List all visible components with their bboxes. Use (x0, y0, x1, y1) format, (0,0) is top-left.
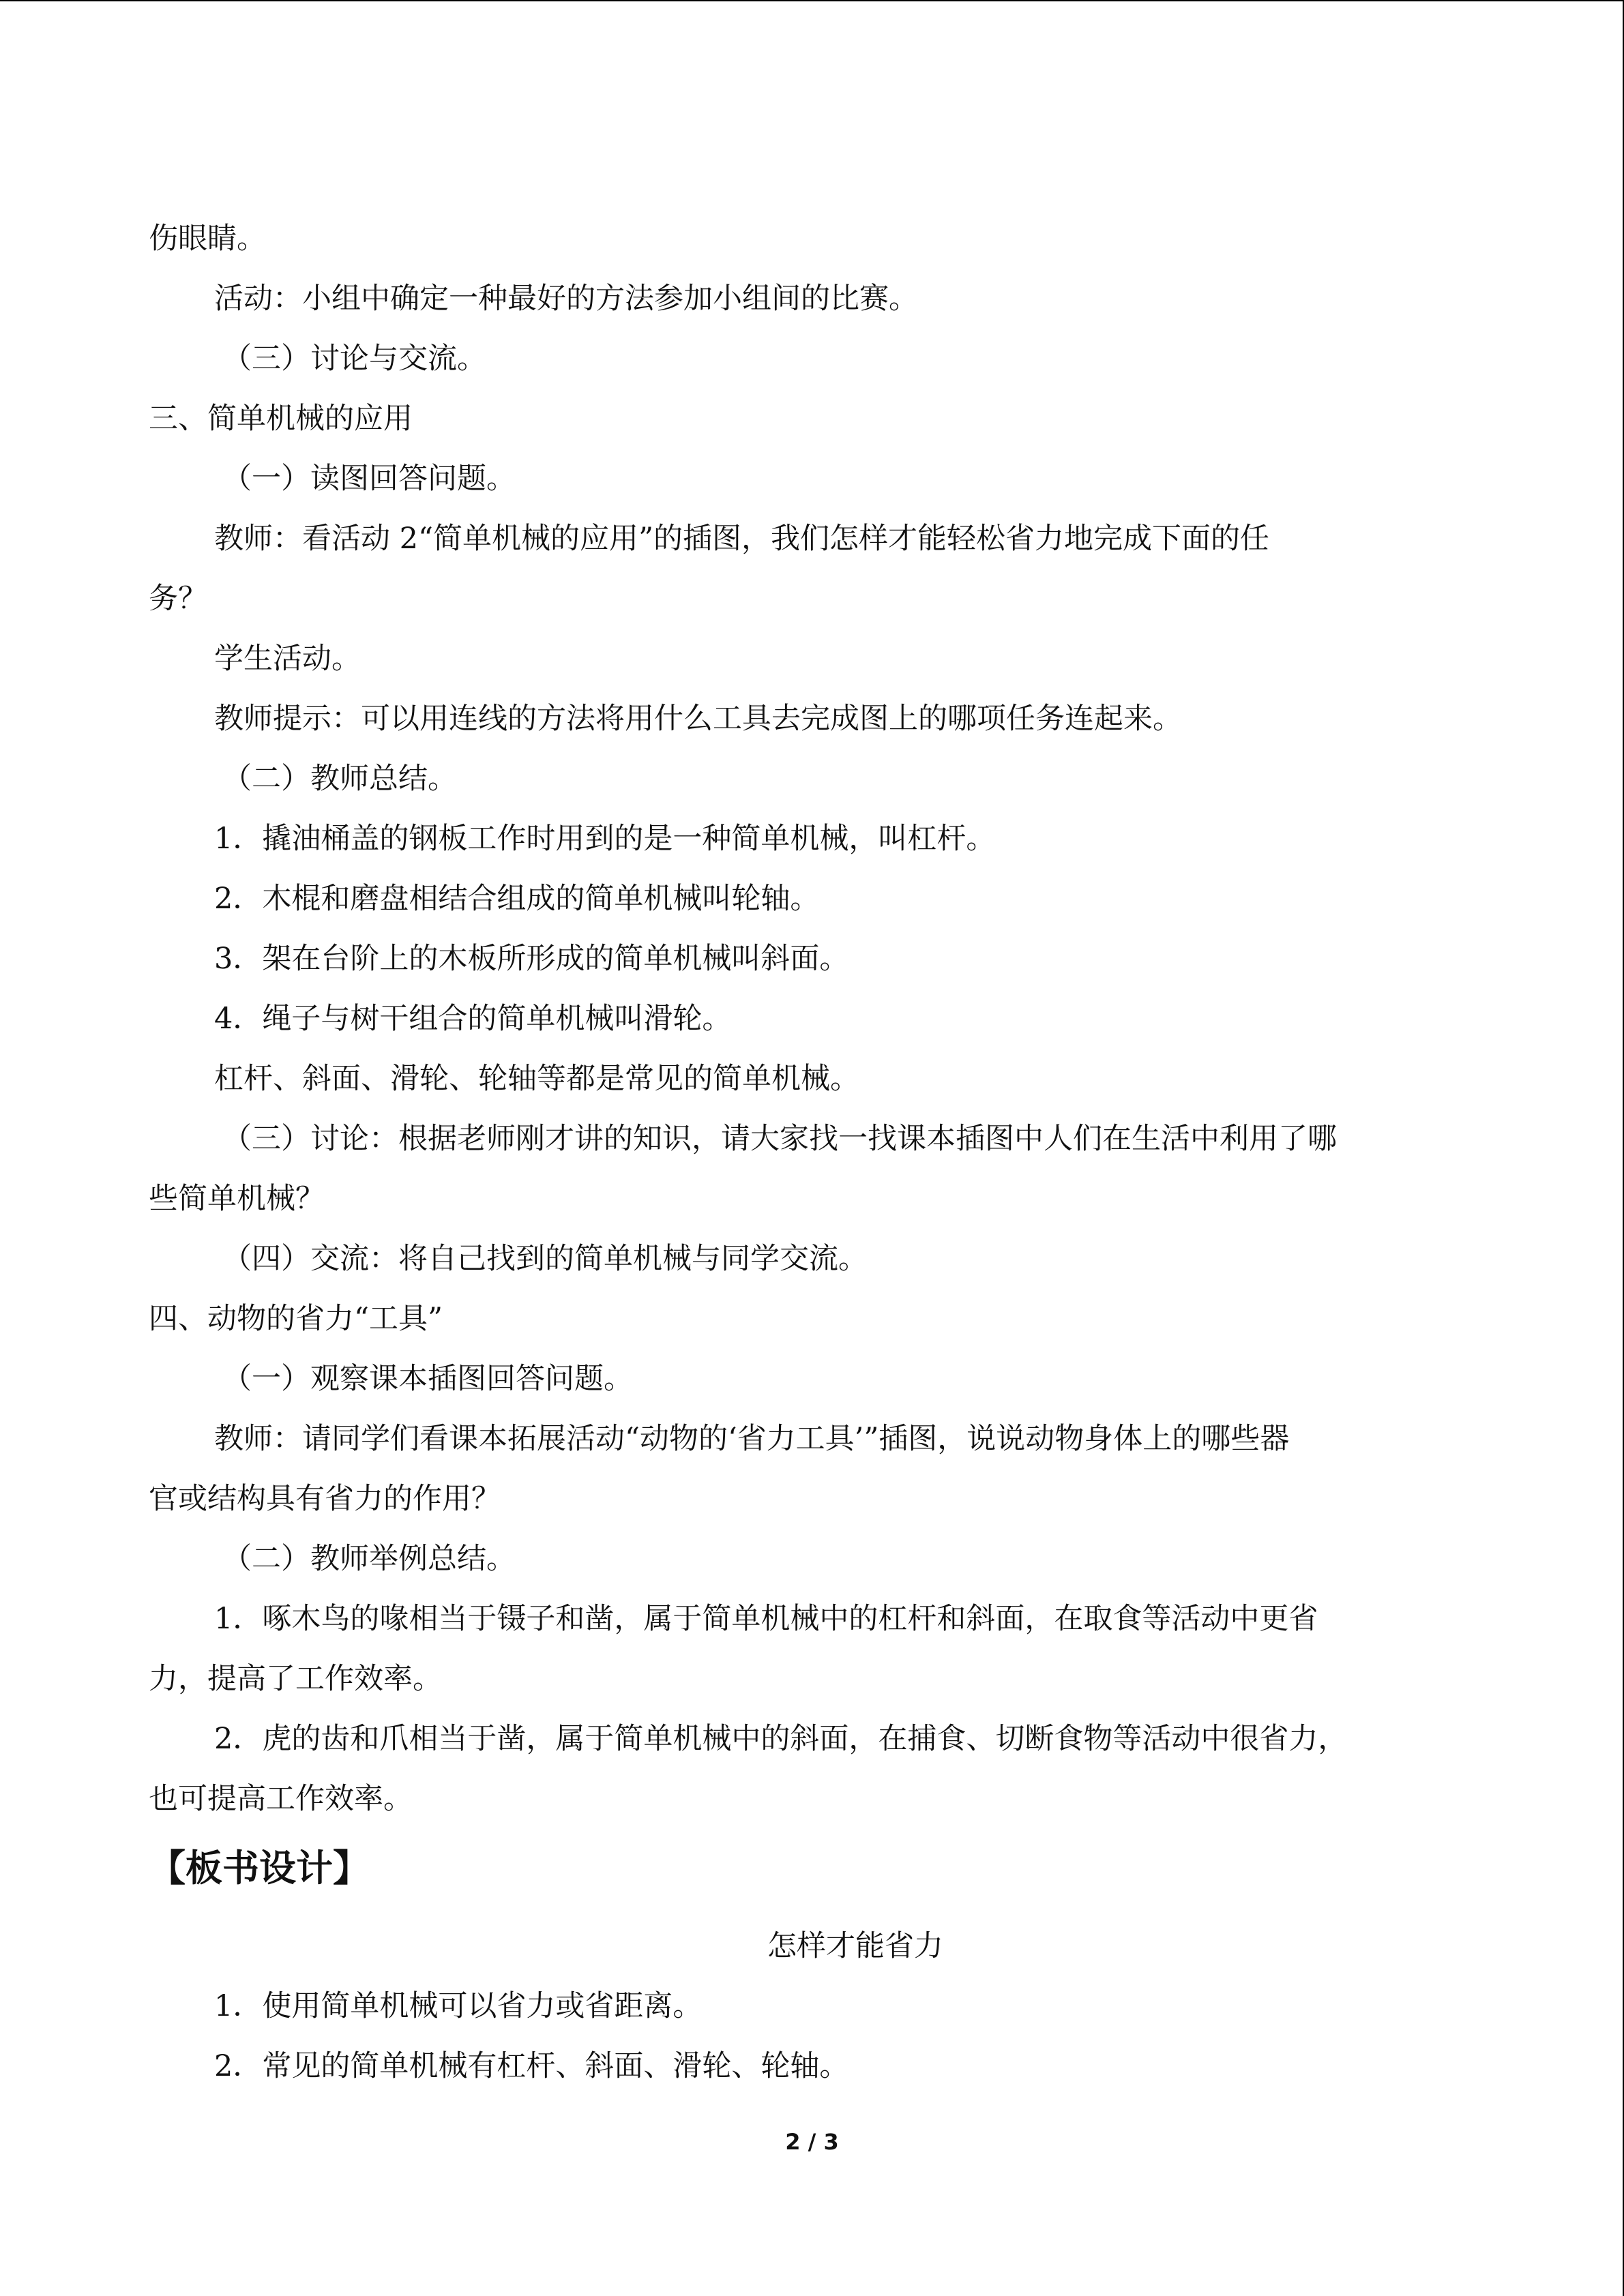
text-line: （三）讨论：根据老师刚才讲的知识，请大家找一找课本插图中人们在生活中利用了哪 (222, 1122, 1337, 1156)
text-line: （二）教师举例总结。 (222, 1542, 516, 1576)
text-line: 伤眼睛。 (149, 222, 266, 256)
text-line: 1．啄木鸟的喙相当于镊子和凿，属于简单机械中的杠杆和斜面，在取食等活动中更省 (214, 1602, 1318, 1636)
text-line: 也可提高工作效率。 (149, 1782, 413, 1816)
section-heading-board-design: 【板书设计】 (149, 1847, 370, 1890)
board-line: 2．常见的简单机械有杠杆、斜面、滑轮、轮轴。 (214, 2049, 849, 2083)
text-line: 杠杆、斜面、滑轮、轮轴等都是常见的简单机械。 (214, 1062, 859, 1096)
text-line: （二）教师总结。 (222, 762, 457, 796)
text-line: 教师：看活动 2“简单机械的应用”的插图，我们怎样才能轻松省力地完成下面的任 (214, 522, 1269, 556)
text-line: （四）交流：将自己找到的简单机械与同学交流。 (222, 1242, 868, 1276)
board-line: 1．使用简单机械可以省力或省距离。 (214, 1989, 703, 2023)
text-line: （一）读图回答问题。 (222, 462, 516, 496)
text-lines (149, 209, 1480, 1829)
text-line: 学生活动。 (214, 642, 361, 676)
text-line: 力，提高了工作效率。 (149, 1662, 442, 1696)
text-line: 教师提示：可以用连线的方法将用什么工具去完成图上的哪项任务连起来。 (214, 702, 1182, 736)
text-line: 官或结构具有省力的作用？ (149, 1482, 501, 1516)
page-number: 2 / 3 (785, 2129, 839, 2155)
text-line: （三）讨论与交流。 (222, 342, 486, 376)
text-line: 3．架在台阶上的木板所形成的简单机械叫斜面。 (214, 942, 849, 976)
board-title: 怎样才能省力 (767, 1929, 943, 1963)
text-line: 2．木棍和磨盘相结合组成的简单机械叫轮轴。 (214, 882, 820, 916)
text-line: 活动：小组中确定一种最好的方法参加小组间的比赛。 (214, 282, 918, 316)
text-line: 些简单机械？ (149, 1182, 325, 1216)
text-line: 4．绳子与树干组合的简单机械叫滑轮。 (214, 1002, 732, 1036)
text-line: 四、动物的省力“工具” (149, 1302, 443, 1336)
top-border (0, 0, 1624, 1)
text-line: 1．撬油桶盖的钢板工作时用到的是一种简单机械，叫杠杆。 (214, 822, 996, 856)
text-line: 三、简单机械的应用 (149, 402, 413, 436)
text-line: 教师：请同学们看课本拓展活动“动物的‘省力工具’”插图，说说动物身体上的哪些器 (214, 1422, 1290, 1456)
text-line: 2．虎的齿和爪相当于凿，属于简单机械中的斜面，在捕食、切断食物等活动中很省力， (214, 1722, 1348, 1756)
document-body (149, 209, 1480, 2096)
text-line: 务？ (149, 582, 207, 616)
text-line: （一）观察课本插图回答问题。 (222, 1362, 633, 1396)
